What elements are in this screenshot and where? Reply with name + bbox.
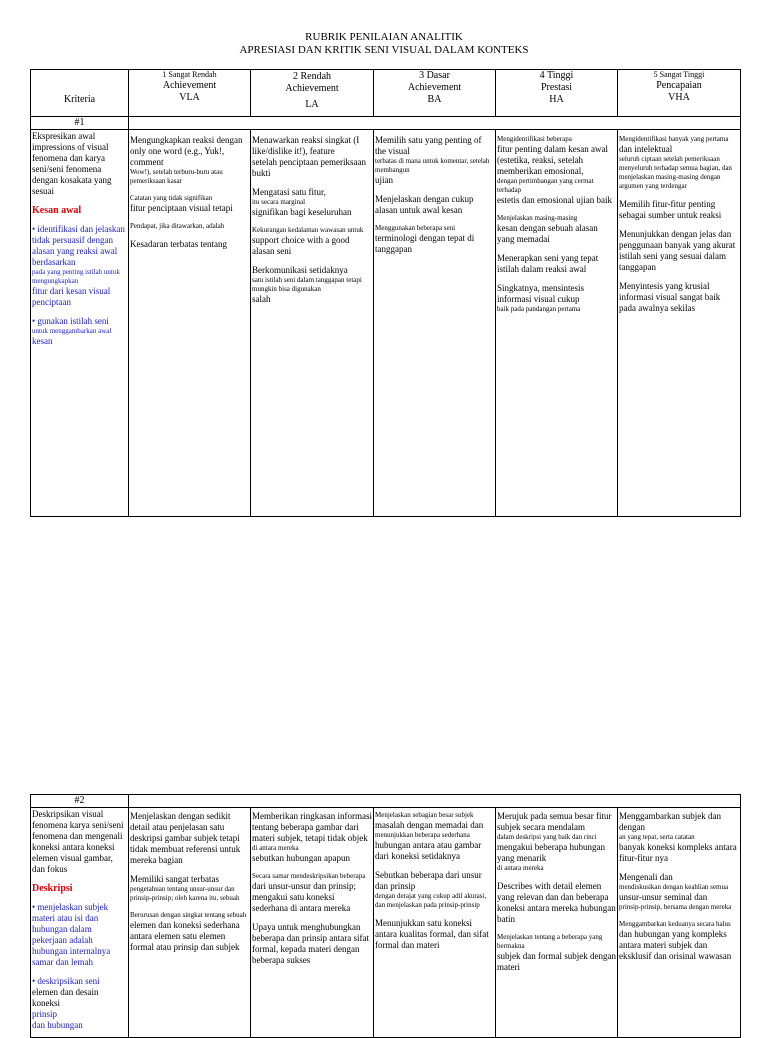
descriptor-cell-ba: Memilih satu yang penting of the visual terbatas di mana untuk komentar, setelah membangun ujian Menjelaskan dengan cukup alasan untuk awal kesan Menggunakan beberapa seni terminologi dengan tepat di tanggapan xyxy=(374,130,496,517)
descriptor-cell-ha: Mengidentifikasi beberapa fitur penting dalam kesan awal (estetika, reaksi, setelah memberikan emosional, dengan pertimbangan yang cermat terhadap estetis dan emosional ujian baik Menjelaskan masing-masing kesan dengan sebuah alasan yang memadai Menerapkan seni yang tepat istilah dalam reaksi awal Singkatnya, mensintesis informasi visual cukup baik pada pandangan pertama xyxy=(496,130,618,517)
level-header-4: 4 Tinggi Prestasi HA xyxy=(496,70,618,117)
level-header-1: 1 Sangat Rendah Achievement VLA xyxy=(129,70,251,117)
descriptor-cell-ha: Merujuk pada semua besar fitur subjek secara mendalam dalam deskripsi yang baik dan rinci mengakui beberapa hubungan yang menarik di antara mereka Describes with detail elemen yang relevan dan dan beberapa koneksi antara mereka hubungan batin Menjelaskan tentang a beberapa yang bermakna subjek dan formal subjek dengan materi xyxy=(496,808,618,1038)
descriptor-cell-vha: Mengidentifikasi banyak yang pertama dan intelektual seluruh ciptaan setelah pemeriksaan menyeluruh terhadap semua bagian, dan menjelaskan masing-masing dengan argumen yang terdengar Memilih fitur-fitur penting sebagai sumber untuk reaksi Menunjukkan dengan jelas dan penggunaan banyak yang akurat istilah seni yang sesuai dalam tanggapan Menyintesis yang krusial informasi visual sangat baik pada awalnya sekilas xyxy=(618,130,741,517)
criteria-cell: Deskripsikan visual fenomena karya seni/seni fenomena dan mengenali koneksi antara koneksi elemen visual gambar, dan fokus Deskripsi • menjelaskan subjek materi atau isi dan hubungan dalam pekerjaan adalah hubungan internalnya samar dan lemah • deskripsikan seni elemen dan desain koneksi prinsip dan hubungan xyxy=(31,808,129,1038)
rubric-subtitle: APRESIASI DAN KRITIK SENI VISUAL DALAM KONTEKS xyxy=(239,44,529,56)
descriptor-cell-vla: Menjelaskan dengan sedikit detail atau penjelasan satu deskripsi gambar subjek tetapi tidak membuat referensi untuk mereka bagian Memiliki sangat terbatas pengetahuan tentang unsur-unsur dan prinsip-prinsip; oleh karena itu, sebuah Berurusan dengan singkat tentang sebuah elemen dan koneksi sederhana antara elemen satu elemen formal atau prinsip dan subjek xyxy=(129,808,251,1038)
criteria-row xyxy=(31,130,741,517)
descriptor-cell-la: Menawarkan reaksi singkat (I like/dislike it!), feature setelah penciptaan pemeriksaan bukti Mengatasi satu fitur, itu secara marginal signifikan bagi keseluruhan Kekurangan kedalaman wawasan untuk support choice with a good alasan seni Berkomunikasi setidaknya satu istilah seni dalam tanggapan tetapi mungkin bisa digunakan salah xyxy=(251,130,374,517)
rubric-table-2 xyxy=(30,794,741,1038)
level-header-3: 3 Dasar Achievement BA xyxy=(374,70,496,117)
level-header-2: 2 Rendah Achievement LA xyxy=(251,70,374,117)
rubric-table-1 xyxy=(30,69,741,517)
descriptor-cell-ba: Menjelaskan sebagian besar subjek masalah dengan memadai dan menunjukkan beberapa sederhana hubungan antara atau gambar dari koneksi setidaknya Sebutkan beberapa dari unsur dan prinsip dengan derajat yang cukup adil akurasi, dan menjelaskan pada prinsip-prinsip Menunjukkan satu koneksi antara kualitas formal, dan sifat formal dan materi xyxy=(374,808,496,1038)
criteria-heading: Kesan awal xyxy=(32,205,82,216)
criteria-cell: Ekspresikan awal impressions of visual fenomena dan karya seni/seni fenomena dengan kosakata yang sesuai Kesan awal • identifikasi dan jelaskan tidak persuasif dengan alasan yang reaksi awal berdasarkan pada yang penting istilah untuk mengungkapkan fitur dari kesan visual penciptaan • gunakan istilah seni untuk menggambarkan awal kesan xyxy=(31,130,129,517)
criteria-row xyxy=(31,808,741,1038)
header-row xyxy=(31,70,741,117)
rubric-title: RUBRIK PENILAIAN ANALITIK xyxy=(305,31,463,43)
section-number: #2 xyxy=(31,795,129,808)
section-number: #1 xyxy=(31,117,129,130)
criteria-header: Kriteria xyxy=(31,70,129,117)
section-number-row xyxy=(31,117,741,130)
section-number-row xyxy=(31,795,741,808)
level-header-5: 5 Sangat Tinggi Pencapaian VHA xyxy=(618,70,741,117)
descriptor-cell-la: Memberikan ringkasan informasi tentang beberapa gambar dari materi subjek, tetapi tidak objek di antara mereka sebutkan hubungan apapun Secara samar mendeskripsikan beberapa dari unsur-unsur dan prinsip; mengakui satu koneksi sederhana di antara mereka Upaya untuk menghubungkan beberapa dan prinsip antara sifat formal, kepada materi dengan beberapa sukses xyxy=(251,808,374,1038)
descriptor-cell-vha: Menggambarkan subjek dan dengan an yang tepat, serta catatan banyak koneksi kompleks antara fitur-fitur nya Mengenali dan mendiskusikan dengan keahlian semua unsur-unsur seminal dan prinsip-prinsip, bersama dengan mereka Menggambarkan keduanya secara halus dan hubungan yang kompleks antara materi subjek dan eksklusif dan orisinal wawasan xyxy=(618,808,741,1038)
descriptor-cell-vla: Mengungkapkan reaksi dengan only one word (e.g., Yuk!, comment Wow!), setelah terburu-buru atau pemeriksaan kasar Catatan yang tidak signifikan fitur penciptaan visual tetapi Pendapat, jika ditawarkan, adalah Kesadaran terbatas tentang xyxy=(129,130,251,517)
criteria-heading: Deskripsi xyxy=(32,883,73,894)
